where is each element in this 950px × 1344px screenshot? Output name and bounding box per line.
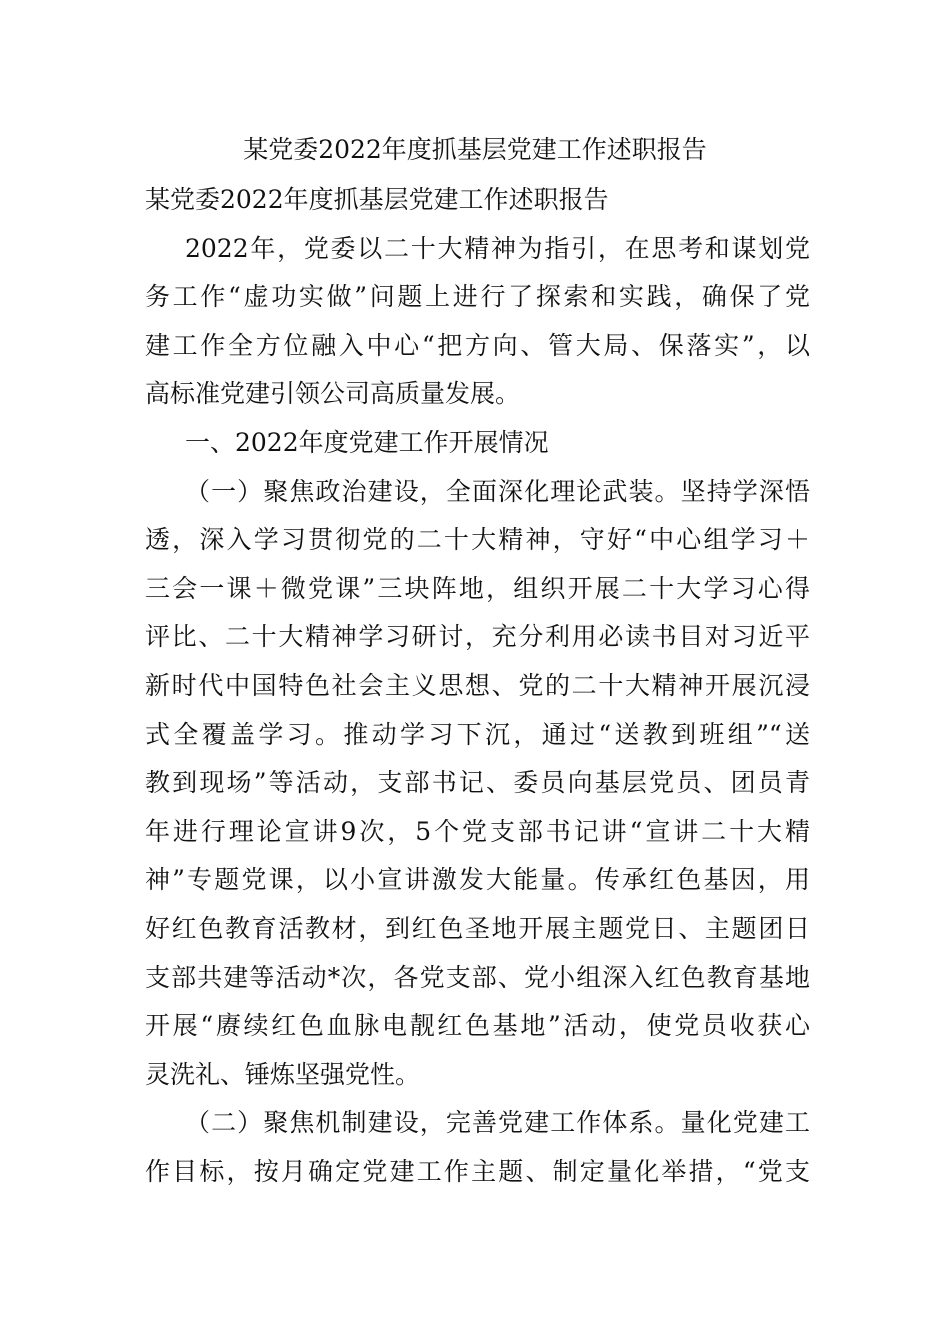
document-body bbox=[145, 176, 810, 1196]
text-line: 神”专题党课，以小宣讲激发大能量。传承红色基因，用 bbox=[145, 865, 810, 895]
text-line: 灵洗礼、锤炼坚强党性。 bbox=[145, 1059, 421, 1089]
text-line: 作目标，按月确定党建工作主题、制定量化举措，“党支 bbox=[145, 1156, 810, 1186]
text-line: 建工作全方位融入中心“把方向、管大局、保落实”，以 bbox=[145, 330, 810, 360]
text-line: 2022年，党委以二十大精神为指引，在思考和谋划党 bbox=[185, 233, 810, 263]
document-title: 某党委2022年度抓基层党建工作述职报告 bbox=[243, 135, 707, 164]
text-line: 式全覆盖学习。推动学习下沉，通过“送教到班组”“送 bbox=[145, 719, 810, 749]
text-line: 好红色教育活教材，到红色圣地开展主题党日、主题团日 bbox=[145, 913, 810, 943]
text-line: 年进行理论宣讲9次，5个党支部书记讲“宣讲二十大精 bbox=[145, 816, 810, 846]
text-line: （一）聚焦政治建设，全面深化理论武装。坚持学深悟 bbox=[185, 476, 810, 506]
text-line: 新时代中国特色社会主义思想、党的二十大精神开展沉浸 bbox=[145, 670, 810, 700]
text-line: 透，深入学习贯彻党的二十大精神，守好“中心组学习＋ bbox=[145, 525, 810, 555]
text-line: 教到现场”等活动，支部书记、委员向基层党员、团员青 bbox=[145, 768, 810, 798]
text-line: 开展“赓续红色血脉电靓红色基地”活动，使党员收获心 bbox=[145, 1011, 810, 1041]
text-line: 支部共建等活动*次，各党支部、党小组深入红色教育基地 bbox=[145, 962, 810, 992]
text-line: 三会一课＋微党课”三块阵地，组织开展二十大学习心得 bbox=[145, 573, 810, 603]
text-line: （二）聚焦机制建设，完善党建工作体系。量化党建工 bbox=[185, 1108, 810, 1138]
text-line: 务工作“虚功实做”问题上进行了探索和实践，确保了党 bbox=[145, 282, 810, 312]
text-line: 某党委2022年度抓基层党建工作述职报告 bbox=[145, 185, 609, 214]
text-line: 一、2022年度党建工作开展情况 bbox=[185, 427, 549, 457]
text-line: 评比、二十大精神学习研讨，充分利用必读书目对习近平 bbox=[145, 622, 810, 652]
text-line: 高标准党建引领公司高质量发展。 bbox=[145, 379, 521, 409]
